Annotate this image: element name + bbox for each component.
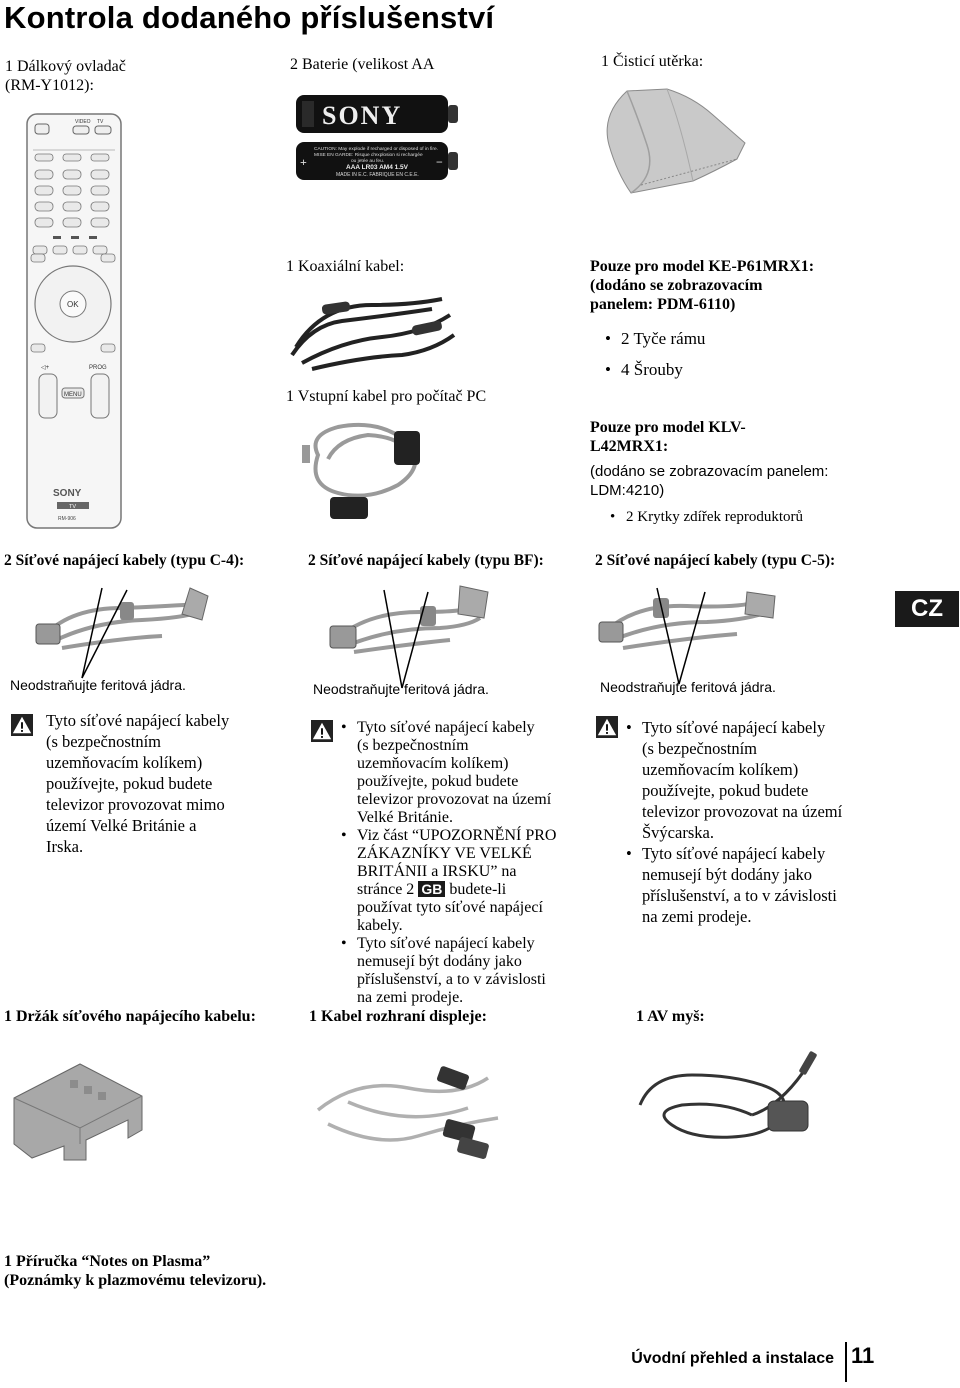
svg-text:MISE EN GARDE: Risque d'explos: MISE EN GARDE: Risque d'explosion si rechargée (314, 153, 423, 158)
list-item: • 2 Krytky zdířek reproduktorů (606, 508, 803, 526)
footer-divider (845, 1342, 847, 1382)
remote-model: RM-906 (58, 516, 76, 522)
page-title: Kontrola dodaného příslušenství (4, 0, 495, 35)
ferrite-note-bf: Neodstraňujte feritová jádra. (313, 681, 489, 697)
svg-text:ou jetée au feu.: ou jetée au feu. (351, 159, 385, 164)
gb-badge: GB (418, 881, 445, 897)
svg-text:−: − (436, 155, 443, 169)
svg-text:CAUTION: May explode if rechar: CAUTION: May explode if recharged or disposed of in fire. (314, 147, 438, 152)
warning-c5-list (622, 717, 882, 927)
warning-c4-text: Tyto síťové napájecí kabely (s bezpečnostním uzemňovacím kolíkem) používejte, pokud budete televizor provozovat mimo území Velké Británie a Irska. (46, 711, 230, 856)
av-mouse-image (632, 1045, 832, 1169)
battery-image-1 (296, 93, 459, 135)
coax-label: 1 Koaxiální kabel: (286, 258, 405, 275)
cleaning-cloth-image (597, 85, 747, 197)
warning-icon (310, 720, 334, 742)
pc-cable-image (298, 415, 438, 527)
power-cable-c4-label: 2 Síťové napájecí kabely (typu C-4): (4, 552, 245, 569)
remote-ok-label: OK (67, 300, 79, 309)
remote-prog-label: PROG (89, 365, 107, 371)
remote-control-image (25, 112, 125, 532)
warning-icon (595, 716, 619, 738)
model-p61-heading: Pouze pro model KE-P61MRX1: (dodáno se zobrazovacím panelem: PDM-6110) (590, 258, 815, 313)
pc-cable-label: 1 Vstupní kabel pro počítač PC (286, 388, 487, 405)
remote-vol-label: ◁+ (41, 365, 50, 371)
list-item: • Tyto síťové napájecí kabely nemusejí být dodány jako příslušenství, a to v závislosti na zemi prodeje. (622, 843, 882, 927)
ferrite-note-c5: Neodstraňujte feritová jádra. (600, 679, 776, 695)
list-item: • Tyto síťové napájecí kabely (s bezpečnostním uzemňovacím kolíkem) používejte, pokud budete televizor provozovat na území Švýcarska. (622, 717, 882, 843)
power-cable-bf-image (320, 578, 500, 690)
power-cable-c5-image (597, 578, 782, 690)
cloth-label: 1 Čisticí utěrka: (601, 53, 704, 70)
svg-text:+: + (300, 155, 307, 169)
list-item: • 4 Šrouby (601, 354, 705, 385)
model-p61-items (601, 323, 705, 385)
model-l42-note: (dodáno se zobrazovacím panelem: LDM:4210) (590, 463, 829, 499)
power-cable-c5-label: 2 Síťové napájecí kabely (typu C-5): (595, 552, 836, 569)
warning-icon (10, 714, 34, 736)
warning-bf-list (337, 719, 597, 1007)
model-l42-heading: Pouze pro model KLV- L42MRX1: (590, 419, 746, 455)
av-mouse-label: 1 AV myš: (636, 1008, 705, 1025)
page-number: 11 (851, 1343, 875, 1368)
remote-menu-label: MENU (64, 392, 82, 398)
power-cable-c4-image (32, 578, 212, 690)
remote-brand: SONY (53, 488, 82, 499)
footer-section-title: Úvodní přehled a instalace (631, 1350, 834, 1367)
coax-cable-image (282, 285, 462, 377)
model-l42-items (606, 508, 803, 526)
svg-text:AAA LR03 AM4 1.5V: AAA LR03 AM4 1.5V (346, 164, 409, 171)
power-cable-bf-label: 2 Síťové napájecí kabely (typu BF): (308, 552, 544, 569)
list-item: • Tyto síťové napájecí kabely nemusejí být dodány jako příslušenství, a to v závislosti na zemi prodeje. (337, 935, 597, 1007)
ferrite-note-c4: Neodstraňujte feritová jádra. (10, 677, 186, 693)
display-cable-label: 1 Kabel rozhraní displeje: (309, 1008, 487, 1025)
manual-label: 1 Příručka “Notes on Plasma” (Poznámky k plazmovému televizoru). (4, 1253, 267, 1289)
remote-video-label: VIDEO (75, 119, 91, 125)
battery-image-2 (296, 140, 459, 182)
batteries-label: 2 Baterie (velikost AA (290, 56, 435, 73)
remote-tv-badge: TV (69, 504, 77, 510)
language-badge: CZ (895, 591, 959, 627)
remote-label: 1 Dálkový ovladač (RM-Y1012): (5, 58, 126, 94)
holder-label: 1 Držák síťového napájecího kabelu: (4, 1008, 256, 1025)
list-item: • Viz část “UPOZORNĚNÍ PRO ZÁKAZNÍKY VE VELKÉ BRITÁNII a IRSKU” na stránce 2 GB budete-li používat tyto síťové napájecí kabely. (337, 827, 597, 935)
battery-brand: SONY (322, 101, 403, 130)
remote-tv-label: TV (97, 119, 104, 125)
display-cable-image (308, 1058, 508, 1166)
list-item: • 2 Tyče rámu (601, 323, 705, 354)
svg-text:MADE IN E.C. FABRIQUE EN C.E: MADE IN E.C. FABRIQUE EN C.E.E. (336, 172, 419, 178)
list-item: • Tyto síťové napájecí kabely (s bezpečnostním uzemňovacím kolíkem) používejte, pokud budete televizor provozovat na území Velké Británie. (337, 719, 597, 827)
cable-holder-image (10, 1060, 146, 1164)
